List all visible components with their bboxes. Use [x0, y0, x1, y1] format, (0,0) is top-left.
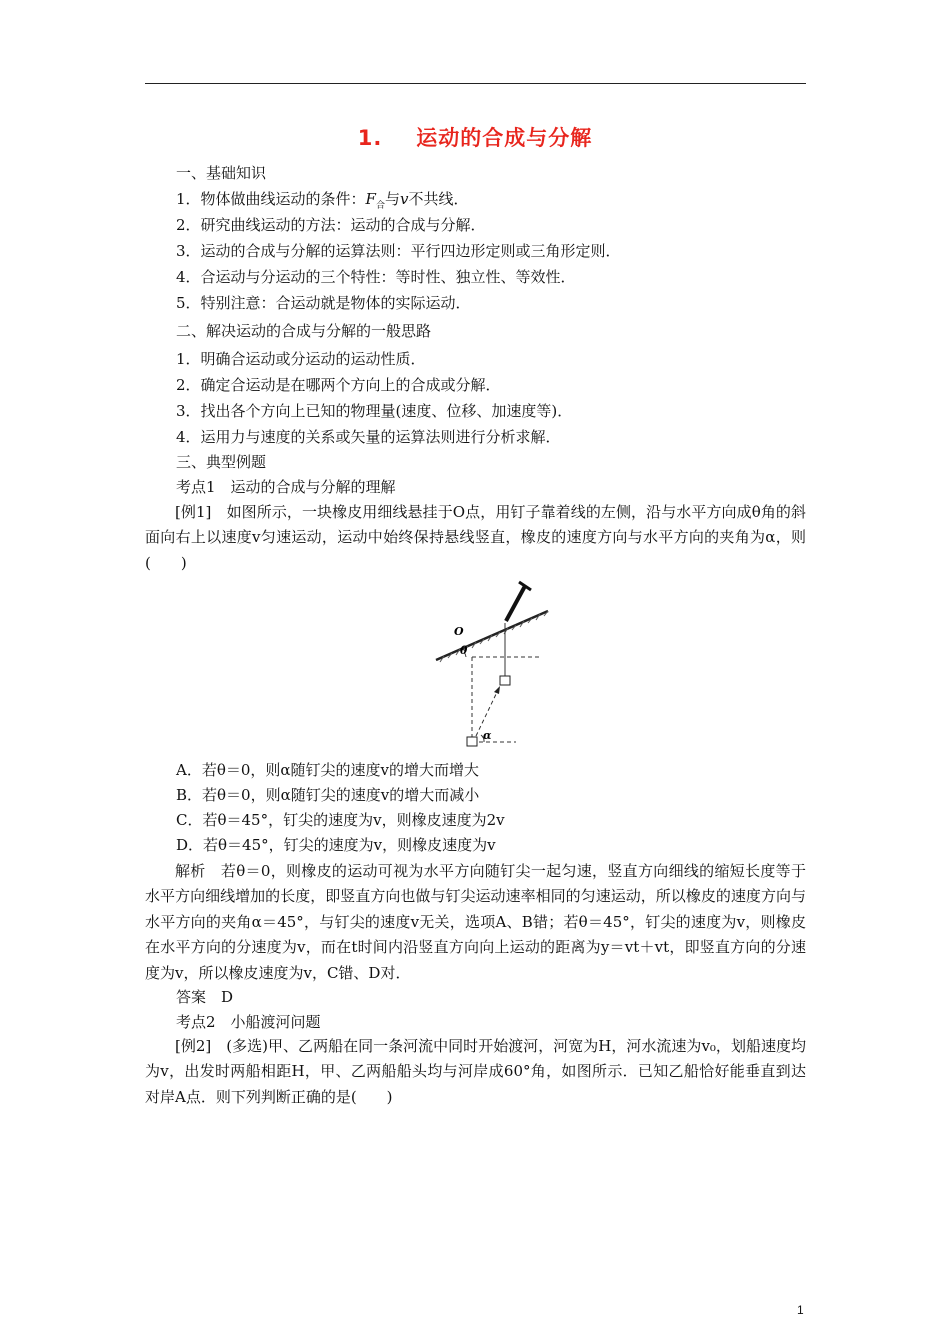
option-d: D．若θ＝45°，钉尖的速度为v，则橡皮速度为v	[176, 836, 496, 854]
option-b: B．若θ＝0，则α随钉尖的速度v的增大而减小	[176, 786, 480, 804]
section3-heading: 三、典型例题	[176, 453, 267, 471]
label-alpha: α	[483, 729, 492, 742]
label-O: O	[454, 625, 464, 638]
example-1-question: [例1] 如图所示，一块橡皮用细线悬挂于O点，用钉子靠着线的左侧，沿与水平方向成θ角的斜面向右上以速度v匀速运动，运动中始终保持悬线竖直，橡皮的速度方向与水平方向的夹角为α，则( )	[145, 503, 806, 572]
page-title	[0, 122, 950, 152]
header-rule	[145, 83, 806, 84]
option-a: A．若θ＝0，则α随钉尖的速度v的增大而增大	[176, 761, 480, 779]
section1-item-1: 1．物体做曲线运动的条件：$F_合$与v不共线．	[176, 190, 469, 211]
arrow-head-icon	[494, 686, 500, 694]
incline-surface	[436, 611, 548, 662]
eraser-upper	[500, 676, 510, 685]
section1-item-2: 2．研究曲线运动的方法：运动的合成与分解．	[176, 216, 486, 234]
analysis-paragraph: 解析 若θ＝0，则橡皮的运动可视为水平方向随钉尖一起匀速，竖直方向细线的缩短长度等于水平方向细线增加的长度，即竖直方向也做与钉尖运动速率相同的匀速运动，所以橡皮的速度方向与水平方向的夹角α＝45°，与钉尖的速度v无关，选项A、B错；若θ＝45°，钉尖的速度为v，则橡皮在水平方向的分速度为v，而在t时间内沿竖直方向向上运动的距离为y＝vt＋vt，即竖直方向的分速度为v，所以橡皮速度为v，C错、D对．	[145, 862, 806, 982]
example-2-question: [例2] (多选)甲、乙两船在同一条河流中同时开始渡河，河宽为H，河水流速为v₀，划船速度均为v，出发时两船相距H，甲、乙两船船头均与河岸成60°角，如图所示．已知乙船恰好能垂直到达对岸A点．则下列判断正确的是( )	[145, 1037, 806, 1106]
title-number: 1.	[357, 126, 383, 150]
section1-heading: 一、基础知识	[176, 164, 267, 182]
section1-item-4: 4．合运动与分运动的三个特性：等时性、独立性、等效性．	[176, 268, 576, 286]
kaodian-2: 考点2 小船渡河问题	[176, 1013, 321, 1031]
answer-line: 答案 D	[176, 988, 234, 1006]
section1-item-5: 5．特别注意：合运动就是物体的实际运动．	[176, 294, 471, 312]
kaodian-1: 考点1 运动的合成与分解的理解	[176, 478, 396, 496]
nail-icon	[506, 582, 531, 621]
section2-heading: 二、解决运动的合成与分解的一般思路	[176, 322, 432, 340]
title-text: 运动的合成与分解	[416, 126, 593, 150]
label-theta: θ	[460, 644, 468, 657]
section2-item-2: 2．确定合运动是在哪两个方向上的合成或分解．	[176, 376, 501, 394]
section2-item-3: 3．找出各个方向上已知的物理量(速度、位移、加速度等)．	[176, 402, 573, 420]
section1-item-3: 3．运动的合成与分解的运算法则：平行四边形定则或三角形定则．	[176, 242, 621, 260]
section2-item-1: 1．明确合运动或分运动的运动性质．	[176, 350, 426, 368]
section2-item-4: 4．运用力与速度的关系或矢量的运算法则进行分析求解．	[176, 428, 561, 446]
eraser-lower	[467, 737, 477, 746]
page-number: 1	[797, 1303, 804, 1317]
example-1-figure	[430, 578, 555, 750]
option-c: C．若θ＝45°，钉尖的速度为v，则橡皮速度为2v	[176, 811, 505, 829]
